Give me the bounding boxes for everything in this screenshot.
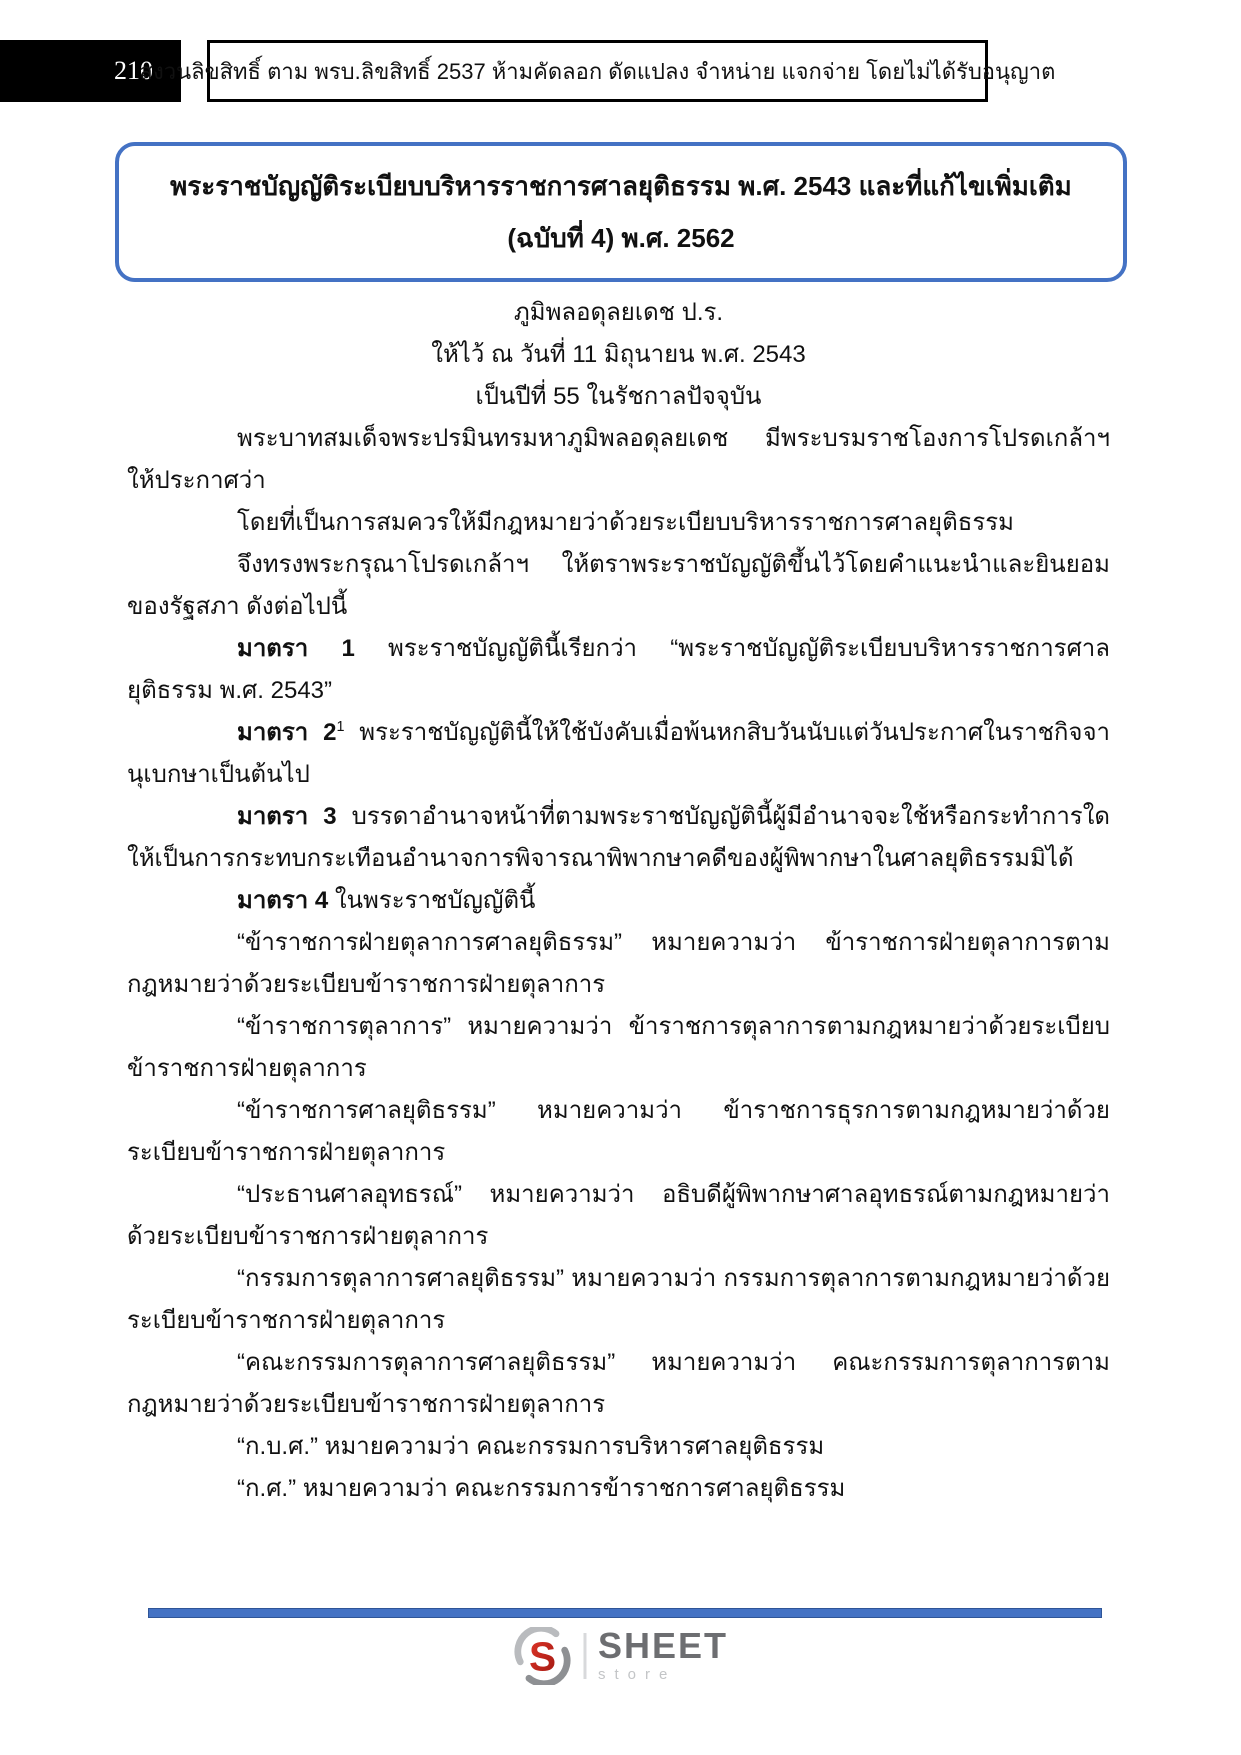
sheet-store-s-icon — [513, 1627, 571, 1685]
paragraph-definition: “ก.ศ.” หมายความว่า คณะกรรมการข้าราชการศาลยุติธรรม — [237, 1475, 846, 1502]
act-title-text: พระราชบัญญัติระเบียบบริหารราชการศาลยุติธรรม พ.ศ. 2543 และที่แก้ไขเพิ่มเติม (ฉบับที่ 4) พ.ศ. 2562 — [170, 171, 1072, 253]
svg-text:S: S — [528, 1633, 556, 1680]
copyright-notice-text: สงวนลิขสิทธิ์ ตาม พรบ.ลิขสิทธิ์ 2537 ห้ามคัดลอก ดัดแปลง จำหน่าย แจกจ่าย โดยไม่ได้รับอนุญาต — [139, 58, 1056, 84]
footer-divider-rule — [148, 1608, 1102, 1618]
paragraph: โดยที่เป็นการสมควรให้มีกฎหมายว่าด้วยระเบียบบริหารราชการศาลยุติธรรม — [237, 509, 1014, 536]
paragraph-section-2: มาตรา $2^1$ พระราชบัญญัตินี้ให้ใช้บังคับเมื่อพ้นหกสิบวันนับแต่วันประกาศในราชกิจจานุเบกษาเป็นต้นไป — [127, 719, 1110, 788]
paragraph-section-3: มาตรา 3 บรรดาอำนาจหน้าที่ตามพระราชบัญญัตินี้ผู้มีอำนาจจะใช้หรือกระทำการใดให้เป็นการกระทบกระเทือนอำนาจการพิจารณาพิพากษาคดีของผู้พิพากษาในศาลยุติธรรมมิได้ — [127, 803, 1110, 872]
act-body — [0, 292, 1241, 1510]
preamble-given-date: ให้ไว้ ณ วันที่ 11 มิถุนายน พ.ศ. 2543 — [431, 341, 806, 368]
copyright-notice-box — [139, 40, 1056, 102]
paragraph-section-4: มาตรา 4 ในพระราชบัญญัตินี้ — [237, 887, 536, 914]
logo-sub-text: store — [597, 1666, 677, 1683]
logo-brand-text: SHEET — [597, 1625, 729, 1666]
preamble-reign-year: เป็นปีที่ 55 ในรัชกาลปัจจุบัน — [475, 383, 762, 410]
logo-divider — [583, 1633, 586, 1679]
preamble-royal-name: ภูมิพลอดุลยเดช ป.ร. — [513, 299, 724, 326]
paragraph-definition: “คณะกรรมการตุลาการศาลยุติธรรม” หมายความว่า คณะกรรมการตุลาการตามกฎหมายว่าด้วยระเบียบข้าราชการฝ่ายตุลาการ — [127, 1349, 1110, 1418]
paragraph-definition: “ข้าราชการศาลยุติธรรม” หมายความว่า ข้าราชการธุรการตามกฎหมายว่าด้วยระเบียบข้าราชการฝ่ายตุลาการ — [127, 1097, 1110, 1166]
paragraph-definition: “ก.บ.ศ.” หมายความว่า คณะกรรมการบริหารศาลยุติธรรม — [237, 1433, 825, 1460]
paragraph-section-1: มาตรา 1 พระราชบัญญัตินี้เรียกว่า “พระราชบัญญัติระเบียบบริหารราชการศาลยุติธรรม พ.ศ. 2543” — [127, 635, 1110, 704]
act-title-box — [115, 142, 1127, 282]
paragraph-definition: “ข้าราชการฝ่ายตุลาการศาลยุติธรรม” หมายความว่า ข้าราชการฝ่ายตุลาการตามกฎหมายว่าด้วยระเบียบข้าราชการฝ่ายตุลาการ — [127, 929, 1110, 998]
sheet-store-logo — [513, 1627, 728, 1685]
paragraph: พระบาทสมเด็จพระปรมินทรมหาภูมิพลอดุลยเดช มีพระบรมราชโองการโปรดเกล้าฯ ให้ประกาศว่า — [127, 425, 1110, 494]
paragraph: จึงทรงพระกรุณาโปรดเกล้าฯ ให้ตราพระราชบัญญัติขึ้นไว้โดยคำแนะนำและยินยอมของรัฐสภา ดังต่อไปนี้ — [127, 551, 1110, 620]
paragraph-definition: “ข้าราชการตุลาการ” หมายความว่า ข้าราชการตุลาการตามกฎหมายว่าด้วยระเบียบข้าราชการฝ่ายตุลาการ — [127, 1013, 1110, 1082]
paragraph-definition: “กรรมการตุลาการศาลยุติธรรม” หมายความว่า กรรมการตุลาการตามกฎหมายว่าด้วยระเบียบข้าราชการฝ่ายตุลาการ — [127, 1265, 1110, 1334]
paragraph-definition: “ประธานศาลอุทธรณ์” หมายความว่า อธิบดีผู้พิพากษาศาลอุทธรณ์ตามกฎหมายว่าด้วยระเบียบข้าราชการฝ่ายตุลาการ — [127, 1181, 1110, 1250]
page-number: 210 — [114, 56, 153, 85]
